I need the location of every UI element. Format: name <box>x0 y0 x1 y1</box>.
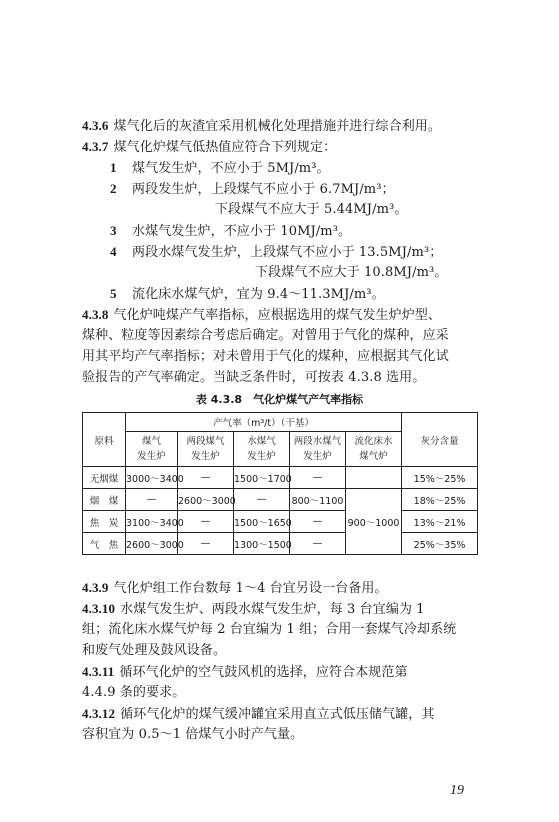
cell: 3000～3400 <box>126 467 178 489</box>
gas-yield-table <box>82 412 478 555</box>
list-item <box>110 158 515 178</box>
clause-text-line: 用其平均产气率指标；对未曾用于气化的煤种，应根据其气化试 <box>82 349 449 364</box>
header-col-1: 煤气 发生炉 <box>126 432 178 467</box>
header-col-5: 流化床水 煤气炉 <box>346 432 402 467</box>
clause-4-3-10 <box>82 599 487 619</box>
item-text: 水煤气发生炉，不应小于 10MJ/m³。 <box>132 224 352 239</box>
clause-text-line: 和废气处理及鼓风设备。 <box>82 643 227 658</box>
list-item <box>110 284 515 304</box>
cell-fluidized: 900～1000 <box>346 489 402 555</box>
list-item-continuation <box>255 263 487 283</box>
cell: — <box>126 489 178 511</box>
row-material: 无烟煤 <box>83 467 126 489</box>
item-number: 2 <box>110 181 117 196</box>
cell: — <box>178 511 234 533</box>
item-number: 1 <box>110 160 117 175</box>
clause-4-3-6 <box>82 116 487 136</box>
cell: — <box>290 467 346 489</box>
item-number: 4 <box>110 244 117 259</box>
clause-4-3-7 <box>82 137 487 157</box>
clause-text: 气化炉组工作台数每 1～4 台宜另设一台备用。 <box>113 581 388 596</box>
clause-number: 4.3.9 <box>82 580 109 595</box>
clause-text: 煤气化炉煤气低热值应符合下列规定： <box>113 140 337 155</box>
list-item <box>110 179 515 199</box>
clause-4-3-11 <box>82 662 487 682</box>
list-item-continuation <box>215 200 485 220</box>
item-text: 煤气发生炉，不应小于 5MJ/m³。 <box>132 161 330 176</box>
item-text: 下段煤气不应大于 10.8MJ/m³。 <box>255 265 448 280</box>
clause-text-line: 验报告的产气率确定。当缺乏条件时，可按表 4.3.8 选用。 <box>82 370 426 385</box>
table-caption: 表 4.3.8 气化炉煤气产气率指标 <box>195 393 364 406</box>
cell-empty <box>346 467 402 489</box>
row-material: 烟 煤 <box>83 489 126 511</box>
cell-ash: 15%～25% <box>402 467 478 489</box>
item-text: 下段煤气不应大于 5.44MJ/m³。 <box>215 202 408 217</box>
page-number: 19 <box>450 783 464 798</box>
cell: 2600～3000 <box>178 489 234 511</box>
clause-text: 气化炉吨煤产气率指标，应根据选用的煤气发生炉炉型、 <box>113 308 442 323</box>
cell: 1500～1700 <box>234 467 290 489</box>
clause-4-3-9 <box>82 578 487 598</box>
clause-number: 4.3.10 <box>82 601 116 616</box>
cell: — <box>290 511 346 533</box>
cell: 1500～1650 <box>234 511 290 533</box>
clause-text-line: 容积宜为 0.5～1 倍煤气小时产气量。 <box>82 727 304 742</box>
clause-number: 4.3.6 <box>82 118 109 133</box>
header-gas-yield: 产气率（m³/t）（干基） <box>126 413 402 432</box>
clause-4-3-8 <box>82 305 487 325</box>
table-row <box>83 533 478 555</box>
item-text: 流化床水煤气炉，宜为 9.4～11.3MJ/m³。 <box>132 287 385 302</box>
row-material: 焦 炭 <box>83 511 126 533</box>
table-row <box>83 511 478 533</box>
cell: — <box>178 533 234 555</box>
item-text: 两段发生炉，上段煤气不应小于 6.7MJ/m³； <box>132 182 395 197</box>
header-col-4: 两段水煤气 发生炉 <box>290 432 346 467</box>
cell: 800～1100 <box>290 489 346 511</box>
clause-text-line: 组；流化床水煤气炉每 2 台宜编为 1 组；合用一套煤气冷却系统 <box>82 622 457 637</box>
header-ash: 灰分含量 <box>402 413 478 467</box>
cell-ash: 13%～21% <box>402 511 478 533</box>
clause-4-3-12 <box>82 704 487 724</box>
clause-text: 循环气化炉的煤气缓冲罐宜采用直立式低压储气罐，其 <box>120 707 435 722</box>
item-number: 3 <box>110 223 117 238</box>
cell-ash: 18%～25% <box>402 489 478 511</box>
header-material: 原料 <box>83 413 126 467</box>
clause-text: 水煤气发生炉、两段水煤气发生炉，每 3 台宜编为 1 <box>120 602 425 617</box>
item-text: 两段水煤气发生炉，上段煤气不应小于 13.5MJ/m³； <box>132 245 443 260</box>
cell: 3100～3400 <box>126 511 178 533</box>
clause-number: 4.3.7 <box>82 139 109 154</box>
table-row <box>83 489 478 511</box>
header-col-3: 水煤气 发生炉 <box>234 432 290 467</box>
cell-ash: 25%～35% <box>402 533 478 555</box>
clause-number: 4.3.12 <box>82 706 116 721</box>
cell: — <box>178 467 234 489</box>
cell: — <box>290 533 346 555</box>
header-col-2: 两段煤气 发生炉 <box>178 432 234 467</box>
cell: 1300～1500 <box>234 533 290 555</box>
clause-number: 4.3.8 <box>82 307 109 322</box>
row-material: 气 焦 <box>83 533 126 555</box>
list-item <box>110 242 490 262</box>
item-number: 5 <box>110 286 117 301</box>
clause-4-3-8-line-2 <box>82 326 487 346</box>
clause-text: 循环气化炉的空气鼓风机的选择，应符合本规范第 <box>119 665 408 680</box>
table-row <box>83 467 478 489</box>
clause-number: 4.3.11 <box>82 664 115 679</box>
clause-text-line: 煤种、粒度等因素综合考虑后确定。对曾用于气化的煤种，应采 <box>82 328 449 343</box>
cell: — <box>234 489 290 511</box>
list-item <box>110 221 515 241</box>
clause-text: 煤气化后的灰渣宜采用机械化处理措施并进行综合利用。 <box>113 119 442 134</box>
clause-text-line: 4.4.9 条的要求。 <box>82 685 186 700</box>
cell: 2600～3000 <box>126 533 178 555</box>
